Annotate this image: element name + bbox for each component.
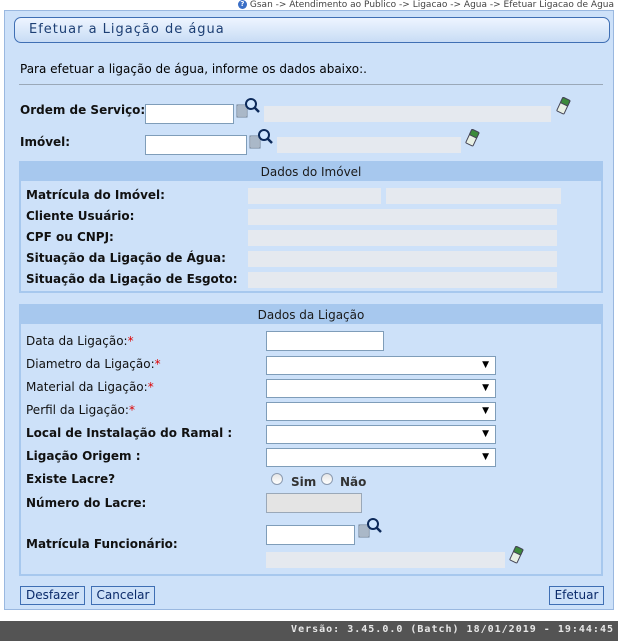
existe-lacre-label: Existe Lacre?	[26, 472, 116, 486]
ligacao-origem-select[interactable]	[266, 448, 496, 467]
numero-lacre-input[interactable]	[266, 493, 362, 513]
dropdown-arrow-icon: ▼	[482, 383, 489, 393]
help-icon[interactable]: ?	[238, 0, 247, 9]
footer-bar	[0, 621, 618, 641]
intro-text: Para efetuar a ligação de água, informe os dados abaixo:.	[20, 62, 367, 76]
imovel-label: Imóvel:	[20, 135, 71, 149]
ordem-servico-description	[264, 106, 551, 122]
desfazer-button[interactable]: Desfazer	[20, 586, 85, 605]
main-panel	[4, 10, 614, 610]
matricula-funcionario-input[interactable]	[266, 525, 355, 545]
cliente-usuario-label: Cliente Usuário:	[26, 209, 135, 223]
eraser-icon[interactable]	[509, 546, 527, 566]
lacre-nao-label[interactable]: Não	[340, 475, 367, 489]
situacao-agua-value	[248, 251, 557, 267]
cancelar-button[interactable]: Cancelar	[91, 586, 155, 605]
data-ligacao-label: Data da Ligação:*	[26, 334, 134, 348]
diametro-ligacao-select[interactable]	[266, 356, 496, 375]
dados-ligacao-header: Dados da Ligação	[21, 306, 601, 324]
search-icon[interactable]	[236, 97, 260, 119]
funcionario-nome-value	[266, 552, 505, 568]
page-title: Efetuar a Ligação de água	[29, 22, 225, 37]
dados-imovel-header: Dados do Imóvel	[21, 163, 601, 181]
divider	[19, 84, 603, 85]
ligacao-origem-label: Ligação Origem :	[26, 449, 141, 463]
matricula-imovel-extra	[386, 188, 561, 204]
material-ligacao-select[interactable]	[266, 379, 496, 398]
diametro-ligacao-label: Diametro da Ligação:*	[26, 357, 161, 371]
eraser-icon[interactable]	[465, 129, 483, 149]
data-ligacao-input[interactable]	[266, 331, 384, 351]
dropdown-arrow-icon: ▼	[482, 452, 489, 462]
situacao-esgoto-label: Situação da Ligação de Esgoto:	[26, 272, 238, 286]
matricula-funcionario-label: Matrícula Funcionário:	[26, 537, 178, 551]
dados-ligacao-section	[19, 304, 603, 576]
ordem-servico-input[interactable]	[145, 104, 234, 124]
dados-imovel-section	[19, 161, 603, 293]
search-icon[interactable]	[358, 517, 382, 539]
cpf-cnpj-value	[248, 230, 557, 246]
search-icon[interactable]	[249, 128, 273, 150]
matricula-imovel-value	[248, 188, 381, 204]
imovel-input[interactable]	[145, 135, 247, 155]
lacre-sim-label[interactable]: Sim	[291, 475, 317, 489]
breadcrumb-text[interactable]: Gsan -> Atendimento ao Publico -> Ligacao -> Agua -> Efetuar Ligacao de Agua	[249, 0, 614, 10]
cliente-usuario-value	[248, 209, 557, 225]
situacao-esgoto-value	[248, 272, 557, 288]
ordem-servico-label: Ordem de Serviço:	[20, 103, 155, 117]
numero-lacre-label: Número do Lacre:	[26, 496, 147, 510]
dropdown-arrow-icon: ▼	[482, 360, 489, 370]
lacre-nao-radio[interactable]	[321, 473, 333, 485]
perfil-ligacao-select[interactable]	[266, 402, 496, 421]
eraser-icon[interactable]	[556, 97, 574, 117]
matricula-imovel-label: Matrícula do Imóvel:	[26, 188, 165, 202]
local-instalacao-label: Local de Instalação do Ramal :	[26, 426, 233, 440]
imovel-description	[277, 137, 461, 153]
local-instalacao-select[interactable]	[266, 425, 496, 444]
material-ligacao-label: Material da Ligação:*	[26, 380, 154, 394]
dropdown-arrow-icon: ▼	[482, 406, 489, 416]
cpf-cnpj-label: CPF ou CNPJ:	[26, 230, 114, 244]
perfil-ligacao-label: Perfil da Ligação:*	[26, 403, 135, 417]
dropdown-arrow-icon: ▼	[482, 429, 489, 439]
version-text: Versão: 3.45.0.0 (Batch) 18/01/2019 - 19:44:45	[291, 624, 614, 635]
title-bar	[14, 17, 610, 43]
situacao-agua-label: Situação da Ligação de Água:	[26, 251, 226, 265]
lacre-sim-radio[interactable]	[271, 473, 283, 485]
efetuar-button[interactable]: Efetuar	[549, 586, 604, 605]
